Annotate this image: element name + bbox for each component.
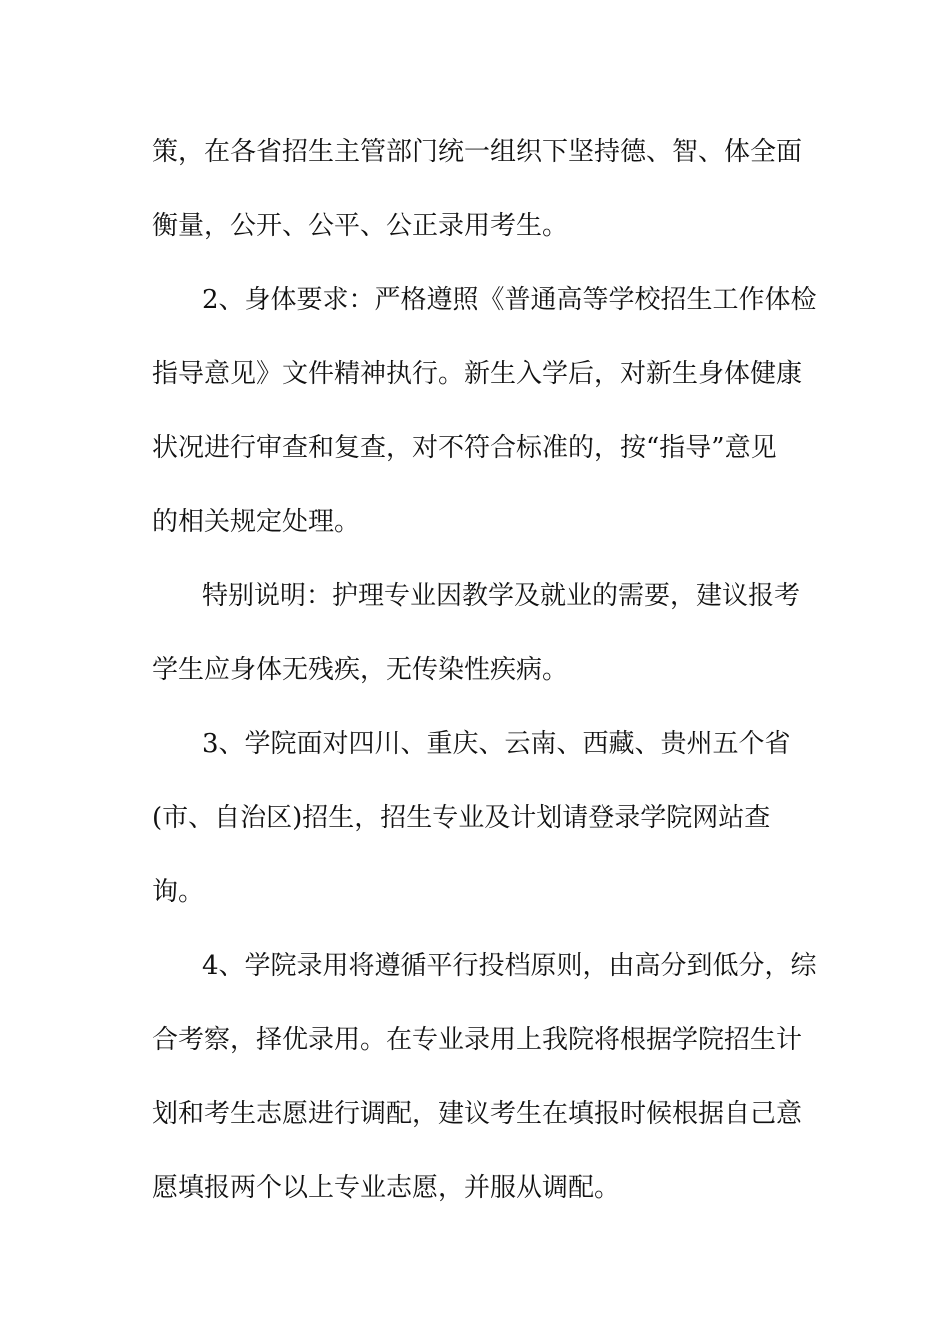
paragraph-line: 衡量，公开、公平、公正录用考生。: [152, 211, 569, 241]
paragraph-line-item-3: 3、学院面对四川、重庆、云南、西藏、贵州五个省: [202, 729, 791, 759]
paragraph-line: 状况进行审查和复查，对不符合标准的，按“指导”意见: [152, 433, 777, 463]
paragraph-line: 的相关规定处理。: [152, 507, 361, 537]
paragraph-line: 划和考生志愿进行调配，建议考生在填报时候根据自己意: [152, 1099, 803, 1129]
paragraph-line: (市、自治区)招生，招生专业及计划请登录学院网站查: [152, 803, 771, 833]
paragraph-line: 合考察，择优录用。在专业录用上我院将根据学院招生计: [152, 1025, 803, 1055]
paragraph-line: 学生应身体无残疾，无传染性疾病。: [152, 655, 569, 685]
paragraph-line: 指导意见》文件精神执行。新生入学后，对新生身体健康: [152, 359, 803, 389]
paragraph-line-item-4: 4、学院录用将遵循平行投档原则，由高分到低分，综: [202, 951, 817, 981]
paragraph-line-item-2: 2、身体要求：严格遵照《普通高等学校招生工作体检: [202, 285, 817, 315]
paragraph-line: 询。: [152, 877, 205, 907]
paragraph-line: 策，在各省招生主管部门统一组织下坚持德、智、体全面: [152, 137, 803, 167]
paragraph-line-special-note: 特别说明：护理专业因教学及就业的需要，建议报考: [202, 581, 801, 611]
paragraph-line: 愿填报两个以上专业志愿，并服从调配。: [152, 1173, 621, 1203]
